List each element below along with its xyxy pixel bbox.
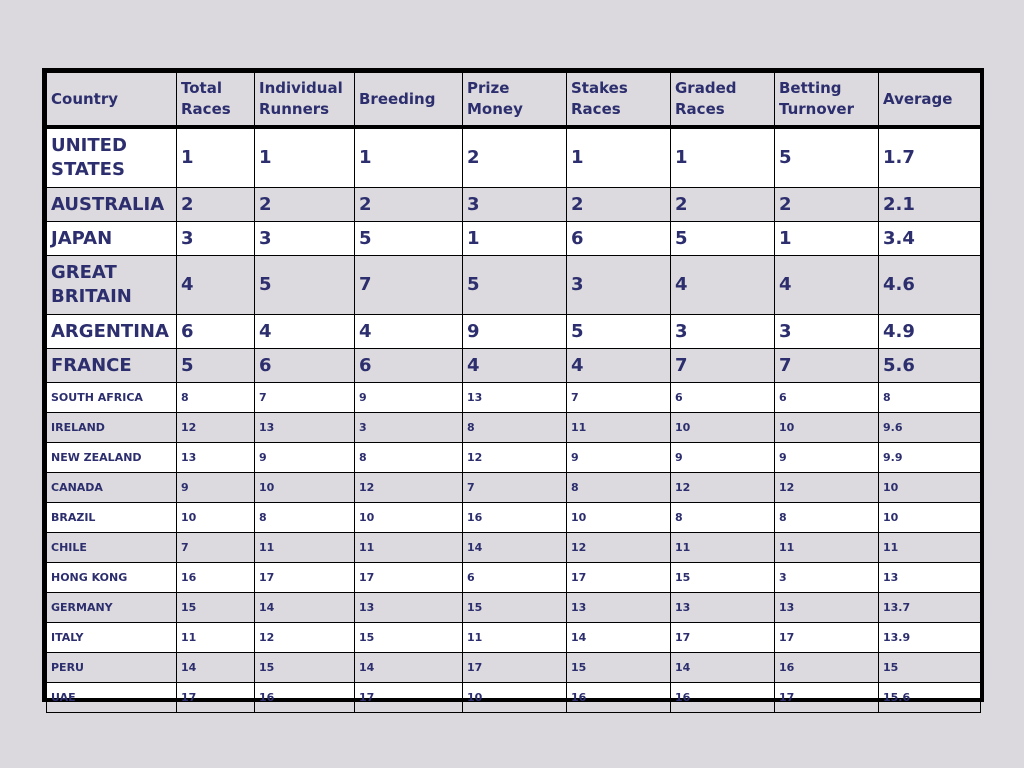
rank-cell: 7 <box>355 256 463 315</box>
rank-cell: 11 <box>355 533 463 563</box>
rank-cell: 2.1 <box>879 188 981 222</box>
header-prize-money: Prize Money <box>463 73 567 128</box>
rank-cell: 8 <box>255 503 355 533</box>
rank-cell: 17 <box>775 683 879 713</box>
rank-cell: 3 <box>775 315 879 349</box>
rank-cell: 1 <box>177 127 255 188</box>
rank-cell: 4 <box>775 256 879 315</box>
rank-cell: 14 <box>255 593 355 623</box>
rank-cell: 17 <box>177 683 255 713</box>
rank-cell: 10 <box>879 473 981 503</box>
header-country: Country <box>47 73 177 128</box>
rank-cell: 5 <box>671 222 775 256</box>
rank-cell: 11 <box>775 533 879 563</box>
rank-cell: 8 <box>671 503 775 533</box>
rank-cell: 15 <box>567 653 671 683</box>
table-row <box>47 563 981 593</box>
rank-cell: 6 <box>255 349 355 383</box>
rank-cell: 11 <box>177 623 255 653</box>
header-stakes-races: Stakes Races <box>567 73 671 128</box>
rank-cell: 13.9 <box>879 623 981 653</box>
ranking-table <box>46 72 981 713</box>
rank-cell: 11 <box>255 533 355 563</box>
rank-cell: 9 <box>671 443 775 473</box>
rank-cell: 1 <box>463 222 567 256</box>
rank-cell: 16 <box>567 683 671 713</box>
country-cell: JAPAN <box>47 222 177 256</box>
rank-cell: 5 <box>355 222 463 256</box>
rank-cell: 10 <box>671 413 775 443</box>
rank-cell: 5 <box>775 127 879 188</box>
rank-cell: 10 <box>463 683 567 713</box>
rank-cell: 10 <box>177 503 255 533</box>
rank-cell: 13 <box>177 443 255 473</box>
country-cell: UAE <box>47 683 177 713</box>
country-cell: AUSTRALIA <box>47 188 177 222</box>
rank-cell: 4 <box>671 256 775 315</box>
rank-cell: 15.6 <box>879 683 981 713</box>
rank-cell: 13 <box>567 593 671 623</box>
rank-cell: 15 <box>671 563 775 593</box>
rank-cell: 17 <box>671 623 775 653</box>
rank-cell: 11 <box>879 533 981 563</box>
country-cell: CANADA <box>47 473 177 503</box>
rank-cell: 3 <box>567 256 671 315</box>
ranking-table-frame <box>42 68 984 702</box>
rank-cell: 11 <box>567 413 671 443</box>
rank-cell: 2 <box>355 188 463 222</box>
rank-cell: 6 <box>463 563 567 593</box>
rank-cell: 10 <box>567 503 671 533</box>
rank-cell: 3 <box>775 563 879 593</box>
rank-cell: 9 <box>567 443 671 473</box>
rank-cell: 6 <box>775 383 879 413</box>
rank-cell: 7 <box>255 383 355 413</box>
table-body <box>47 127 981 713</box>
header-breeding: Breeding <box>355 73 463 128</box>
rank-cell: 4.6 <box>879 256 981 315</box>
rank-cell: 11 <box>463 623 567 653</box>
rank-cell: 17 <box>775 623 879 653</box>
table-row <box>47 222 981 256</box>
rank-cell: 4 <box>255 315 355 349</box>
country-cell: HONG KONG <box>47 563 177 593</box>
rank-cell: 16 <box>775 653 879 683</box>
rank-cell: 13.7 <box>879 593 981 623</box>
rank-cell: 7 <box>177 533 255 563</box>
country-cell: GREAT BRITAIN <box>47 256 177 315</box>
rank-cell: 9 <box>463 315 567 349</box>
rank-cell: 2 <box>775 188 879 222</box>
rank-cell: 17 <box>567 563 671 593</box>
rank-cell: 13 <box>879 563 981 593</box>
rank-cell: 2 <box>255 188 355 222</box>
country-cell: ITALY <box>47 623 177 653</box>
rank-cell: 1.7 <box>879 127 981 188</box>
rank-cell: 16 <box>671 683 775 713</box>
rank-cell: 3.4 <box>879 222 981 256</box>
rank-cell: 12 <box>775 473 879 503</box>
rank-cell: 3 <box>463 188 567 222</box>
table-row <box>47 256 981 315</box>
rank-cell: 13 <box>255 413 355 443</box>
table-row <box>47 533 981 563</box>
rank-cell: 16 <box>463 503 567 533</box>
table-row <box>47 473 981 503</box>
table-row <box>47 503 981 533</box>
table-row <box>47 127 981 188</box>
rank-cell: 9.6 <box>879 413 981 443</box>
rank-cell: 3 <box>671 315 775 349</box>
rank-cell: 14 <box>567 623 671 653</box>
table-row <box>47 349 981 383</box>
rank-cell: 15 <box>463 593 567 623</box>
rank-cell: 15 <box>355 623 463 653</box>
header-individual-runners: Individual Runners <box>255 73 355 128</box>
rank-cell: 12 <box>255 623 355 653</box>
rank-cell: 16 <box>177 563 255 593</box>
rank-cell: 12 <box>463 443 567 473</box>
header-average: Average <box>879 73 981 128</box>
rank-cell: 1 <box>775 222 879 256</box>
rank-cell: 8 <box>567 473 671 503</box>
rank-cell: 17 <box>355 563 463 593</box>
country-cell: CHILE <box>47 533 177 563</box>
rank-cell: 5 <box>177 349 255 383</box>
rank-cell: 7 <box>463 473 567 503</box>
rank-cell: 14 <box>463 533 567 563</box>
header-total-races: Total Races <box>177 73 255 128</box>
rank-cell: 15 <box>177 593 255 623</box>
rank-cell: 6 <box>671 383 775 413</box>
country-cell: IRELAND <box>47 413 177 443</box>
rank-cell: 3 <box>255 222 355 256</box>
rank-cell: 12 <box>567 533 671 563</box>
country-cell: UNITED STATES <box>47 127 177 188</box>
country-cell: ARGENTINA <box>47 315 177 349</box>
rank-cell: 7 <box>567 383 671 413</box>
rank-cell: 14 <box>355 653 463 683</box>
rank-cell: 10 <box>775 413 879 443</box>
rank-cell: 5 <box>255 256 355 315</box>
rank-cell: 1 <box>355 127 463 188</box>
rank-cell: 6 <box>177 315 255 349</box>
table-row <box>47 443 981 473</box>
table-row <box>47 315 981 349</box>
rank-cell: 2 <box>567 188 671 222</box>
country-cell: FRANCE <box>47 349 177 383</box>
rank-cell: 12 <box>671 473 775 503</box>
rank-cell: 6 <box>355 349 463 383</box>
rank-cell: 5 <box>463 256 567 315</box>
country-cell: NEW ZEALAND <box>47 443 177 473</box>
table-row <box>47 683 981 713</box>
header-graded-races: Graded Races <box>671 73 775 128</box>
rank-cell: 8 <box>177 383 255 413</box>
rank-cell: 4.9 <box>879 315 981 349</box>
rank-cell: 13 <box>355 593 463 623</box>
rank-cell: 9 <box>177 473 255 503</box>
table-row <box>47 653 981 683</box>
rank-cell: 12 <box>177 413 255 443</box>
rank-cell: 8 <box>355 443 463 473</box>
rank-cell: 11 <box>671 533 775 563</box>
table-row <box>47 188 981 222</box>
header-betting-turnover: Betting Turnover <box>775 73 879 128</box>
rank-cell: 17 <box>255 563 355 593</box>
rank-cell: 4 <box>355 315 463 349</box>
table-header-row <box>47 73 981 128</box>
rank-cell: 9 <box>355 383 463 413</box>
rank-cell: 17 <box>463 653 567 683</box>
rank-cell: 9 <box>255 443 355 473</box>
table-row <box>47 413 981 443</box>
rank-cell: 15 <box>255 653 355 683</box>
rank-cell: 2 <box>177 188 255 222</box>
rank-cell: 8 <box>775 503 879 533</box>
rank-cell: 10 <box>879 503 981 533</box>
table-row <box>47 383 981 413</box>
rank-cell: 17 <box>355 683 463 713</box>
rank-cell: 4 <box>463 349 567 383</box>
rank-cell: 12 <box>355 473 463 503</box>
rank-cell: 14 <box>177 653 255 683</box>
country-cell: GERMANY <box>47 593 177 623</box>
rank-cell: 3 <box>177 222 255 256</box>
rank-cell: 15 <box>879 653 981 683</box>
rank-cell: 13 <box>463 383 567 413</box>
table-row <box>47 593 981 623</box>
rank-cell: 6 <box>567 222 671 256</box>
country-cell: PERU <box>47 653 177 683</box>
rank-cell: 9 <box>775 443 879 473</box>
rank-cell: 1 <box>255 127 355 188</box>
rank-cell: 13 <box>775 593 879 623</box>
rank-cell: 3 <box>355 413 463 443</box>
table-row <box>47 623 981 653</box>
rank-cell: 1 <box>567 127 671 188</box>
rank-cell: 8 <box>879 383 981 413</box>
rank-cell: 2 <box>463 127 567 188</box>
rank-cell: 5 <box>567 315 671 349</box>
rank-cell: 16 <box>255 683 355 713</box>
country-cell: BRAZIL <box>47 503 177 533</box>
rank-cell: 1 <box>671 127 775 188</box>
country-cell: SOUTH AFRICA <box>47 383 177 413</box>
rank-cell: 4 <box>567 349 671 383</box>
rank-cell: 4 <box>177 256 255 315</box>
rank-cell: 10 <box>355 503 463 533</box>
rank-cell: 8 <box>463 413 567 443</box>
rank-cell: 9.9 <box>879 443 981 473</box>
rank-cell: 7 <box>775 349 879 383</box>
rank-cell: 10 <box>255 473 355 503</box>
rank-cell: 13 <box>671 593 775 623</box>
rank-cell: 14 <box>671 653 775 683</box>
rank-cell: 7 <box>671 349 775 383</box>
rank-cell: 5.6 <box>879 349 981 383</box>
rank-cell: 2 <box>671 188 775 222</box>
